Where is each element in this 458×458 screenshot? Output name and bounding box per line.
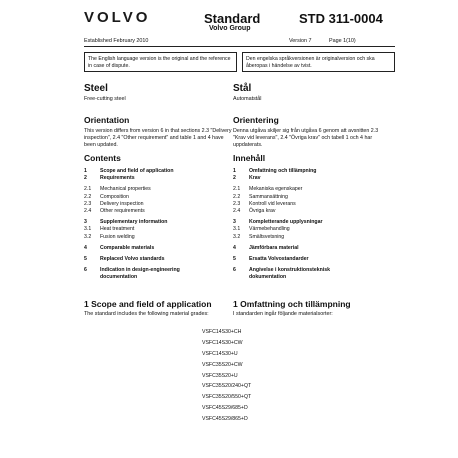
toc-item <box>84 226 244 233</box>
material-grade: VSFC35S20/240+QT <box>202 383 252 390</box>
toc-item <box>233 226 393 233</box>
toc-item-number: 3.2 <box>233 233 241 240</box>
toc-item-number: 6 <box>84 267 87 274</box>
toc-item <box>84 256 244 263</box>
material-grade: VSFC14S30+U <box>202 350 238 357</box>
title-sv: Stål <box>233 83 252 94</box>
toc-item <box>84 219 244 226</box>
toc-item-label: documentation <box>100 274 138 281</box>
material-grade: VSFC35S20/550+QT <box>202 394 252 401</box>
title-en: Steel <box>84 83 108 94</box>
toc-item-label: Composition <box>100 193 129 200</box>
scope-text-sv: I standarden ingår följande materialsorter: <box>233 311 333 317</box>
toc-item <box>84 201 244 208</box>
subtitle-sv: Automatstål <box>233 96 262 102</box>
toc-item <box>233 208 393 215</box>
toc-item-number: 1 <box>84 168 87 174</box>
toc-item-label: Comparable materials <box>100 244 155 251</box>
toc-item <box>233 194 393 201</box>
toc-item-number <box>84 274 100 281</box>
orientation-text-en: This version differs from version 6 in that sections 2.3 "Delivery inspection", 2.4 "Other requirement" and table 1 and 4 have been updated. <box>84 128 232 148</box>
toc-item <box>84 274 244 281</box>
material-grade: VSFC45S29/685+D <box>202 405 248 412</box>
toc-item <box>84 186 244 193</box>
toc-item-label: Fusion welding <box>100 233 135 240</box>
toc-item-number: 2.2 <box>84 193 92 200</box>
subtitle-en: Free-cutting steel <box>84 96 126 102</box>
material-grades-list <box>202 327 251 425</box>
toc-item <box>84 267 244 274</box>
material-grade: VSFC35S20+U <box>202 372 238 379</box>
volvo-group-label: Volvo Group <box>209 25 251 32</box>
version-label: Version 7 <box>289 38 312 44</box>
toc-item-number: 5 <box>84 255 87 262</box>
toc-item <box>84 194 244 201</box>
toc-item-label: Värmebehandling <box>249 226 290 233</box>
toc-item-label: Kompletterande upplysningar <box>249 219 323 226</box>
toc-item-label: Ersatta Volvostandarder <box>249 255 309 262</box>
toc-item-number: 2.2 <box>233 193 241 200</box>
toc-item-label: Indication in design-engineering <box>100 267 180 274</box>
toc-item <box>233 201 393 208</box>
toc-item-number: 4 <box>84 244 87 251</box>
toc-item-label: Smältsvetsning <box>249 233 285 240</box>
toc-item-label: Mechanical properties <box>100 186 151 193</box>
toc-item-label: Mekaniska egenskaper <box>249 186 303 193</box>
toc-item <box>233 267 393 274</box>
toc-item <box>84 245 244 252</box>
toc-item <box>233 168 393 175</box>
established-date: Established February 2010 <box>84 38 149 44</box>
material-grade: VSFC14S30+CH <box>202 329 242 335</box>
toc-item-number: 2 <box>84 175 87 182</box>
table-of-contents-sv <box>233 168 393 281</box>
toc-item-number: 2.1 <box>84 186 92 193</box>
toc-item-label: Requirements <box>100 175 135 182</box>
scope-heading-sv: 1 Omfattning och tillämpning <box>233 299 351 309</box>
scope-text-en: The standard includes the following material grades: <box>84 311 209 317</box>
volvo-logo: VOLVO <box>84 9 151 26</box>
toc-item-label: Other requirements <box>100 207 145 214</box>
toc-item <box>84 208 244 215</box>
toc-item-number: 2.3 <box>233 200 241 207</box>
page-number: Page 1(10) <box>329 38 356 44</box>
toc-item-label: Replaced Volvo standards <box>100 255 165 262</box>
toc-item-number: 3.1 <box>233 226 241 233</box>
orientation-heading-sv: Orientering <box>233 115 279 125</box>
toc-item-number: 1 <box>233 168 236 174</box>
toc-item <box>84 234 244 241</box>
toc-item <box>233 219 393 226</box>
toc-item-label: Angivelse i konstruktionsteknisk <box>249 267 331 274</box>
toc-item-label: Kontroll vid leverans <box>249 200 296 207</box>
toc-item-number: 2.1 <box>233 186 241 193</box>
toc-item-label: Supplementary information <box>100 219 168 226</box>
toc-item-label: Övriga krav <box>249 207 276 214</box>
toc-item-label: Krav <box>249 175 261 182</box>
toc-item <box>84 175 244 182</box>
toc-item <box>233 186 393 193</box>
toc-item-label: Delivery inspection <box>100 200 144 207</box>
toc-item <box>233 175 393 182</box>
material-grade: VSFC35S20+CW <box>202 361 243 368</box>
toc-item-number: 3.2 <box>84 233 92 240</box>
contents-heading-sv: Innehåll <box>233 153 266 163</box>
toc-item <box>233 245 393 252</box>
toc-item-label: Omfattning och tillämpning <box>249 168 317 174</box>
toc-item-label: Sammansättning <box>249 193 288 200</box>
toc-item-number: 3 <box>233 219 236 226</box>
toc-item-number: 2 <box>233 175 236 182</box>
toc-item <box>233 256 393 263</box>
toc-item-number <box>233 274 249 281</box>
language-notice-sv: Den engelska språkversionen är originalversion och ska åberopas i händelse av tvist. <box>242 52 395 72</box>
toc-item-number: 4 <box>233 244 236 251</box>
orientation-text-sv: Denna utgåva skiljer sig från utgåva 6 genom att avsnitten 2.3 "Krav vid leverans", 2.4 "Övriga krav" och tabell 1 och 4 har uppdaterats. <box>233 128 379 148</box>
standard-label: Standard <box>204 11 261 26</box>
toc-item-number: 2.4 <box>233 207 241 214</box>
toc-item-number: 6 <box>233 267 236 274</box>
toc-item <box>233 234 393 241</box>
toc-item-number: 5 <box>233 255 236 262</box>
toc-item-number: 3.1 <box>84 226 92 233</box>
standard-number: STD 311-0004 <box>299 11 383 26</box>
toc-item <box>84 168 244 175</box>
toc-item-number: 3 <box>84 219 87 226</box>
table-of-contents-en <box>84 168 244 281</box>
toc-item-label: Scope and field of application <box>100 168 174 174</box>
toc-item-number: 2.4 <box>84 207 92 214</box>
toc-item-label: Jämförbara material <box>249 244 299 251</box>
contents-heading-en: Contents <box>84 153 121 163</box>
header-divider <box>84 46 395 47</box>
scope-heading-en: 1 Scope and field of application <box>84 299 212 309</box>
material-grade: VSFC14S30+CW <box>202 339 243 346</box>
orientation-heading-en: Orientation <box>84 115 130 125</box>
material-grade: VSFC45S29/865+D <box>202 416 248 423</box>
language-notice-en: The English language version is the original and the reference in case of dispute. <box>84 52 237 72</box>
toc-item-label: dokumentation <box>249 274 287 281</box>
toc-item-label: Heat treatment <box>100 226 135 233</box>
toc-item <box>233 274 393 281</box>
toc-item-number: 2.3 <box>84 200 92 207</box>
